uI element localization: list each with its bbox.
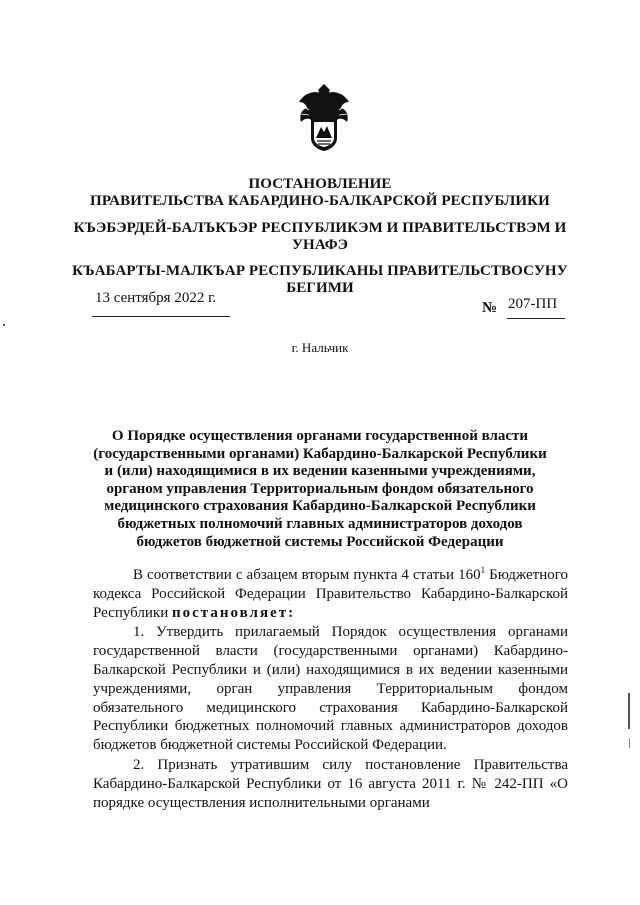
document-body [93, 566, 568, 812]
header-block-2 [60, 220, 580, 254]
preamble-text: В соответствии с абзацем вторым пункта 4 статьи 160 [133, 567, 481, 583]
title-line: бюджетных полномочий главных администраторов доходов [117, 515, 523, 532]
coat-of-arms-emblem [297, 80, 351, 152]
city-label: г. Нальчик [291, 340, 349, 355]
document-title [88, 428, 552, 551]
paragraph-item-2: 2. Признать утратившим силу постановление Правительства Кабардино-Балкарской Республики от 16 августа 2011 г. № 242-ПП «О порядке осуществления исполнительными органами [93, 756, 568, 811]
scan-speck [3, 324, 5, 326]
title-line: О Порядке осуществления органами государственной власти [111, 428, 529, 444]
header-block-1 [60, 176, 580, 210]
paragraph-item-1: 1. Утвердить прилагаемый Порядок осуществления органами государственной власти (государственными органами) Кабардино-Балкарской Республики и (или) находящимися в их ведении казенными учреждениями, орган управления Территориальным фондом обязательного медицинского страхования Кабардино-Балкарской Республики бюджетных полномочий главных администраторов доходов бюджетов бюджетной системы Российской Федерации. [93, 624, 568, 754]
header-line-6: БЕГИМИ [286, 280, 354, 296]
title-line: (государственными органами) Кабардино-Балкарской Республики [93, 445, 547, 462]
paragraph-preamble [93, 566, 568, 622]
date-underline [92, 316, 230, 317]
title-line: и (или) находящимися в их ведении казенными учреждениями, [104, 463, 536, 480]
document-date: 13 сентября 2022 г. [95, 290, 217, 306]
number-underline [507, 318, 565, 319]
header-line-2: ПРАВИТЕЛЬСТВА КАБАРДИНО-БАЛКАРСКОЙ РЕСПУБЛИКИ [90, 193, 550, 209]
title-line: бюджетов бюджетной системы Российской Федерации [136, 533, 504, 550]
header-line-1: ПОСТАНОВЛЕНИЕ [248, 176, 392, 192]
scan-edge-mark [628, 693, 630, 729]
title-line: медицинского страхования Кабардино-Балкарской Республики [104, 498, 536, 515]
number-label: № [482, 300, 498, 316]
decree-verb: постановляет: [172, 604, 296, 621]
header-line-4: УНАФЭ [291, 237, 349, 253]
preamble-superscript: 1 [480, 565, 486, 575]
preamble-text-cont: Бюджетного кодекса Российской Федерации Правительство Кабардино-Балкарской Республики [93, 567, 569, 621]
document-number: 207-ПП [508, 296, 558, 312]
header-line-5: КЪАБАРТЫ-МАЛКЪАР РЕСПУБЛИКАНЫ ПРАВИТЕЛЬСТВОСУНУ [72, 263, 568, 279]
header-line-3: КЪЭБЭРДЕЙ-БАЛЪКЪЭР РЕСПУБЛИКЭМ И ПРАВИТЕЛЬСТВЭМ И [73, 220, 567, 236]
title-line: органом управления Территориальным фондом обязательного [106, 480, 534, 497]
scan-edge-mark [629, 738, 630, 748]
